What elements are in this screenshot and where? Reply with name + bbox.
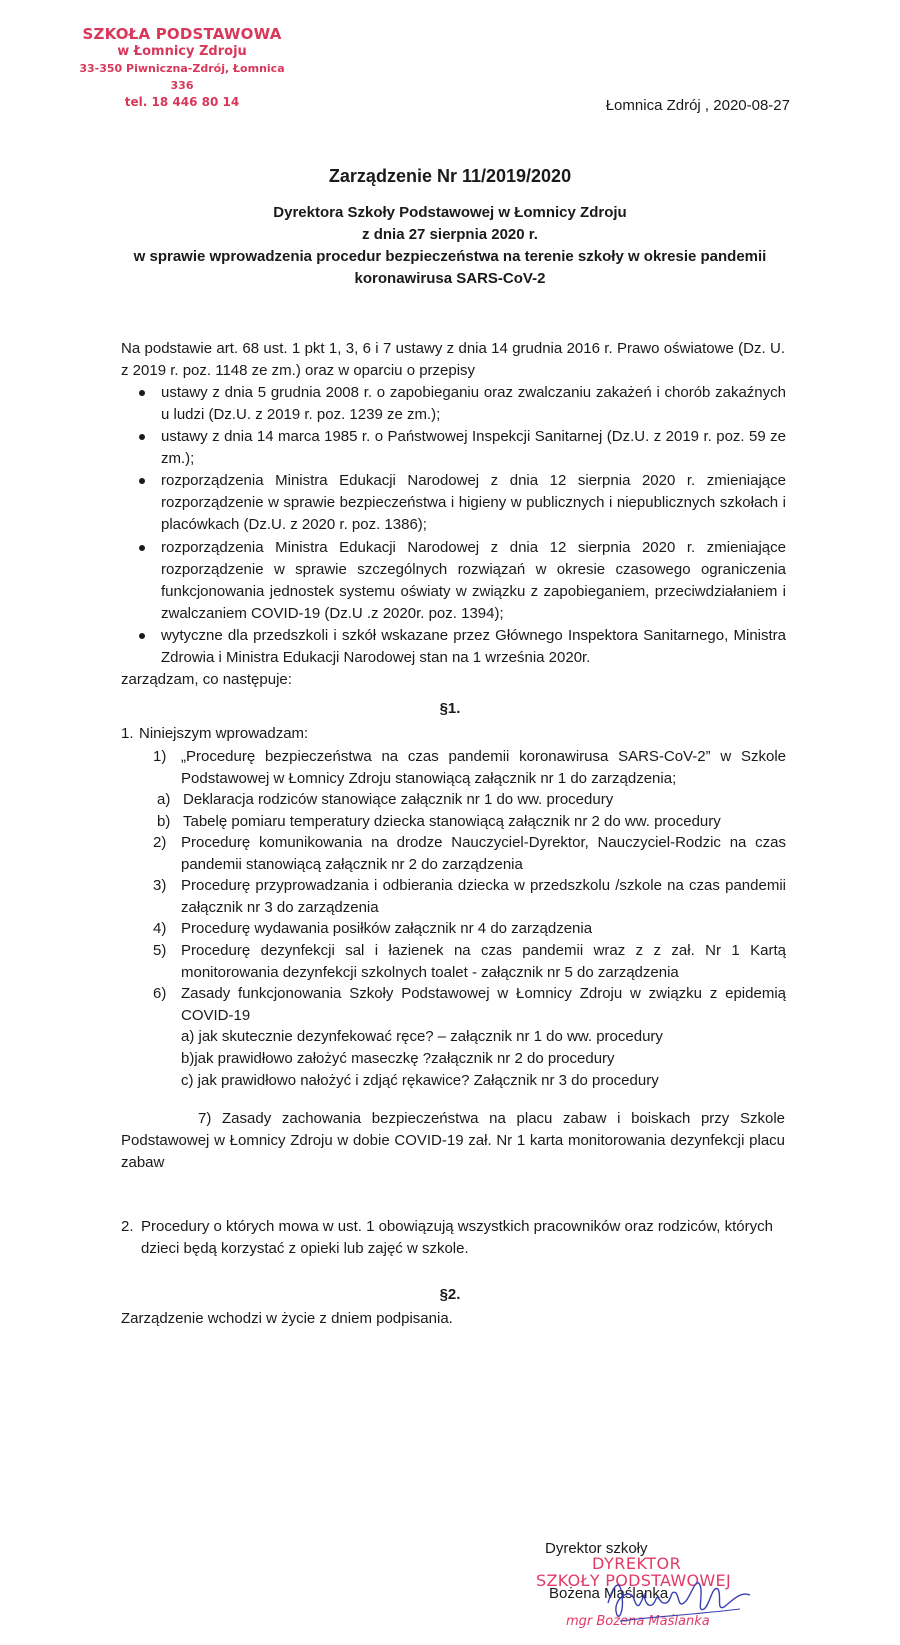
subtitle-line-2: z dnia 27 sierpnia 2020 r. [362,226,538,243]
legal-basis-item: rozporządzenia Ministra Edukacji Narodowej z dnia 12 sierpnia 2020 r. zmieniające rozporządzenie w sprawie bezpieczeństwa i higieny w publicznych i niepublicznych szkołach i placówkach (Dz.U. z 2020 r. poz. 1386); [161,472,786,533]
sub-item: c) jak prawidłowo nałożyć i zdjąć rękawice? Załącznik nr 3 do procedury [181,1072,659,1089]
school-stamp [72,26,292,111]
director-stamp-line-3: mgr Bożena Maślanka [566,1614,710,1629]
legal-basis-item: wytyczne dla przedszkoli i szkół wskazane przez Głównego Inspektora Sanitarnego, Ministra Zdrowia i Ministra Edukacji Narodowej stan na 1 września 2020r. [161,627,786,666]
point-2-number: 2. [121,1218,134,1235]
sub-item: a) jak skutecznie dezynfekować ręce? – załącznik nr 1 do ww. procedury [181,1028,663,1045]
stamp-line-3: 33-350 Piwniczna-Zdrój, Łomnica 336 [79,62,285,92]
procedure-item: Procedurę wydawania posiłków załącznik nr 4 do zarządzenia [181,920,593,937]
procedure-item: Zasady funkcjonowania Szkoły Podstawowej w Łomnicy Zdroju w związku z epidemią COVID-19 [181,985,786,1024]
subtitle-line-4: koronawirusa SARS-CoV-2 [354,270,546,287]
item-number: 5) [153,942,167,959]
procedure-item: „Procedurę bezpieczeństwa na czas pandemii koronawirusa SARS-CoV-2” w Szkole Podstawowej w Łomnicy Zdroju stanowiącą załącznik nr 1 do zarządzenia; [181,748,786,787]
item-number: 6) [153,985,167,1002]
procedure-item: Deklaracja rodziców stanowiące załącznik nr 1 do ww. procedury [183,791,614,808]
item-number: 1) [153,748,167,765]
decree-intro: zarządzam, co następuje: [121,671,292,688]
bullet-dot [139,545,145,551]
procedure-item: Procedurę przyprowadzania i odbierania dziecka w przedszkolu /szkole na czas pandemii załącznik nr 3 do zarządzenia [181,877,786,916]
point-2-text: Procedury o których mowa w ust. 1 obowiązują wszystkich pracowników oraz rodziców, których dzieci będą korzystać z opieki lub zajęć w szkole. [141,1218,773,1257]
director-stamp-line-1: DYREKTOR [592,1554,682,1573]
item-number: b) [157,813,171,830]
stamp-line-2: w Łomnicy Zdroju [117,44,247,59]
bullet-dot [139,390,145,396]
item-number: a) [157,791,171,808]
section-2-mark: §2. [439,1286,461,1303]
section-2-text: Zarządzenie wchodzi w życie z dniem podpisania. [121,1310,453,1327]
subtitle-line-3: w sprawie wprowadzenia procedur bezpieczeństwa na terenie szkoły w okresie pandemii [133,248,767,265]
legal-basis-item: ustawy z dnia 5 grudnia 2008 r. o zapobieganiu oraz zwalczaniu zakażeń i chorób zakaźnych u ludzi (Dz.U. z 2019 r. poz. 1239 ze zm.); [161,384,786,423]
procedure-item: Procedurę dezynfekcji sal i łazienek na czas pandemii wraz z z zał. Nr 1 Kartą monitorowania dezynfekcji szkolnych toalet - załącznik nr 5 do zarządzenia [181,942,786,981]
stamp-line-1: SZKOŁA PODSTAWOWA [82,25,282,43]
legal-basis-item: ustawy z dnia 14 marca 1985 r. o Państwowej Inspekcji Sanitarnej (Dz.U. z 2019 r. poz. 59 ze zm.); [161,428,786,467]
place-date: Łomnica Zdrój , 2020-08-27 [605,97,790,114]
item-number: 2) [153,834,167,851]
sub-item: b)jak prawidłowo założyć maseczkę ?załącznik nr 2 do procedury [181,1050,615,1067]
bullet-dot [139,434,145,440]
preamble: Na podstawie art. 68 ust. 1 pkt 1, 3, 6 i 7 ustawy z dnia 14 grudnia 2016 r. Prawo oświatowe (Dz. U. z 2019 r. poz. 1148 ze zm.) oraz w oparciu o przepisy [121,340,785,379]
legal-basis-item: rozporządzenia Ministra Edukacji Narodowej z dnia 12 sierpnia 2020 r. zmieniające rozporządzenie w sprawie szczególnych rozwiązań w okresie czasowego ograniczenia funkcjonowania jednostek systemu oświaty w związku z zapobieganiem, przeciwdziałaniem i zwalczaniem COVID-19 (Dz.U .z 2020r. poz. 1394); [161,539,786,622]
item-number: 3) [153,877,167,894]
bullet-dot [139,478,145,484]
stamp-line-4: tel. 18 446 80 14 [124,95,240,109]
subtitle-line-1: Dyrektora Szkoły Podstawowej w Łomnicy Zdroju [273,204,627,221]
section-1-mark: §1. [439,700,461,717]
document-subtitle [0,202,900,290]
handwritten-signature [600,1565,760,1635]
document-title: Zarządzenie Nr 11/2019/2020 [328,166,572,186]
procedure-item: Tabelę pomiaru temperatury dziecka stanowiącą załącznik nr 2 do ww. procedury [183,813,721,830]
procedure-item: Procedurę komunikowania na drodze Nauczyciel-Dyrektor, Nauczyciel-Rodzic na czas pandemii stanowiącą załącznik nr 2 do zarządzenia [181,834,786,873]
procedure-item-7: 7) Zasady zachowania bezpieczeństwa na placu zabaw i boiskach przy Szkole Podstawowej w Łomnicy Zdroju w dobie COVID-19 zał. Nr 1 karta monitorowania dezynfekcji placu zabaw [121,1110,785,1171]
item-number: 4) [153,920,167,937]
director-name: Bożena Maślanka [549,1585,669,1602]
director-stamp-line-2: SZKOŁY PODSTAWOWEJ [536,1571,731,1590]
point-1-text: Niniejszym wprowadzam: [139,725,309,742]
point-1-number: 1. [121,725,134,742]
bullet-dot [139,633,145,639]
director-title: Dyrektor szkoły [545,1540,648,1557]
